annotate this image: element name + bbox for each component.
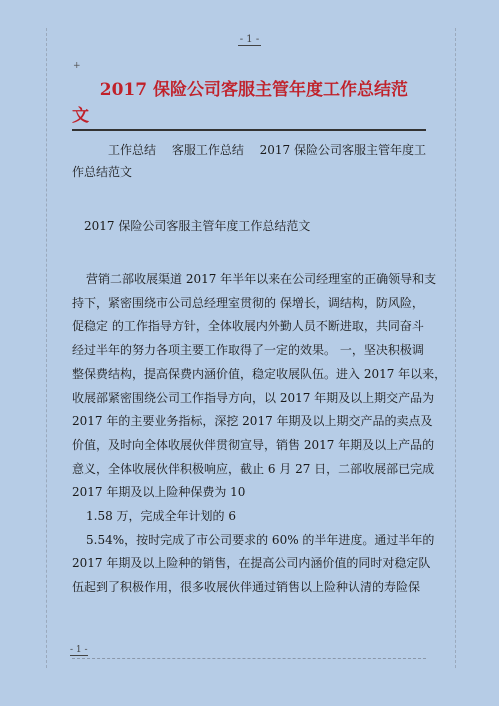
body-line: 持下，紧密围绕市公司总经理室贯彻的 保增长，调结构，防风险， [72, 295, 424, 310]
body-line: 意义，全体收展伙伴积极响应，截止 6 月 27 日，二部收展部已完成 [72, 461, 435, 476]
body-line: 2017 年期及以上险种保费为 10 [72, 485, 246, 500]
cursor-mark-icon: + [73, 61, 81, 71]
document-title [72, 77, 426, 129]
keywords-line-2: 作总结范文 [72, 165, 133, 179]
body-line: 促稳定 的工作指导方针，全体收展内外勤人员不断进取，共同奋斗 [72, 319, 424, 334]
document-subtitle: 2017 保险公司客服主管年度工作总结范文 [84, 219, 311, 233]
body-line: 2017 年的主要业务指标，深挖 2017 年期及以上期交产品的卖点及 [72, 414, 433, 429]
body-line: 经过半年的努力各项主要工作取得了一定的效果。 一，坚决积极调 [72, 343, 424, 358]
page-number-top [0, 34, 499, 46]
body-line: 2017 年期及以上险种的销售，在提高公司内涵价值的同时对稳定队 [72, 556, 431, 571]
body-paragraph [72, 268, 447, 600]
keywords-line-1: 工作总结 客服工作总结 2017 保险公司客服主管年度工 [108, 143, 426, 157]
body-line: 收展部紧密围绕公司工作指导方向，以 2017 年期及以上期交产品为 [72, 390, 435, 405]
title-line-1: 2017 保险公司客服主管年度工作总结范 [99, 80, 408, 100]
body-line: 营销二部收展渠道 2017 年半年以来在公司经理室的正确领导和支 [86, 272, 437, 286]
body-line: 5.54%，按时完成了市公司要求的 60% 的半年进度。通过半年的 [86, 532, 435, 547]
footer-divider [72, 658, 426, 659]
title-divider [72, 129, 426, 131]
page-number-bottom-text: - 1 - [70, 645, 88, 655]
body-line: 整保费结构，提高保费内涵价值，稳定收展队伍。进入 2017 年以来， [72, 366, 447, 381]
body-line: 价值，及时向全体收展伙伴贯彻宣导，销售 2017 年期及以上产品的 [72, 437, 435, 452]
page-number-top-text: - 1 - [239, 34, 260, 45]
body-line: 伍起到了积极作用，很多收展伙伴通过销售以上险种认清的寿险保 [72, 580, 421, 595]
title-line-2: 文 [72, 106, 89, 126]
keywords-block [72, 139, 426, 183]
body-line: 1.58 万，完成全年计划的 6 [86, 509, 236, 524]
page-number-bottom [70, 645, 88, 655]
